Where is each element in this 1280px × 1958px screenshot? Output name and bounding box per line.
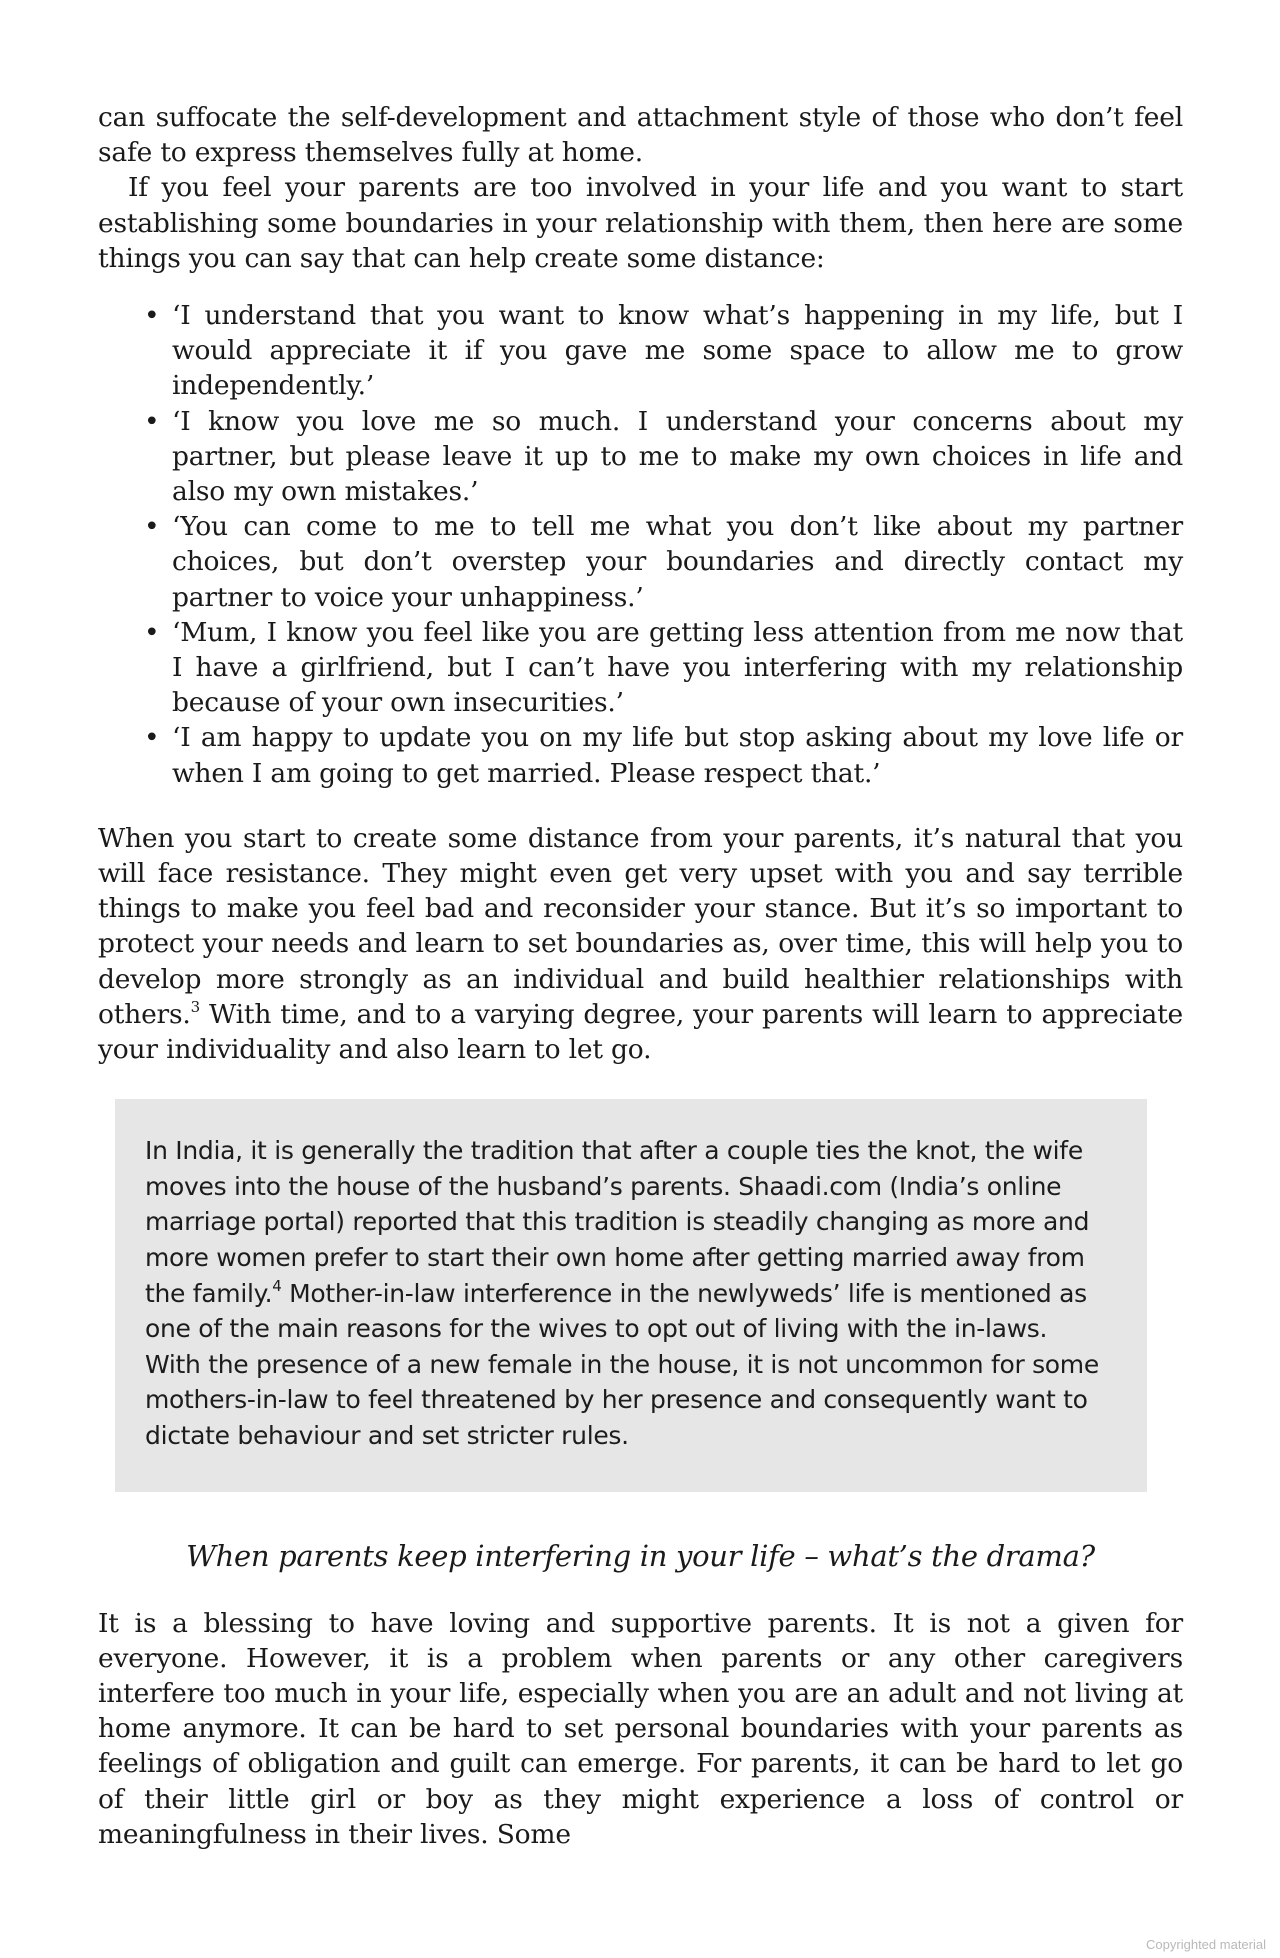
bullet-icon: • <box>144 616 160 648</box>
bullet-icon: • <box>144 300 160 332</box>
footnote-marker-4[interactable]: 4 <box>272 1276 282 1295</box>
paragraph-distance-text-1: When you start to create some distance from your parents, it’s natural that you will face resistance. They might even get very upset with you and say terrible things to make you feel bad and reconsider your stance. But it’s so important to protect your needs and learn to set boundaries as, over time, this will help you to develop more strongly as an individual and build healthier relationships with others. <box>98 822 1183 1030</box>
bullet-icon: • <box>144 511 160 543</box>
callout-text-1: In India, it is generally the tradition that after a couple ties the knot, the wife moves into the house of the husband’s parents. Shaadi.com (India’s online marriage portal) reported that this tradition is steadily changing as more and more women prefer to start their own home after getting married away from the family. <box>145 1136 1090 1308</box>
list-item <box>144 404 1183 510</box>
paragraph-continuation: can suffocate the self-development and attachment style of those who don’t feel safe to express themselves fully at home. <box>98 102 1183 169</box>
copyright-watermark: Copyrighted material <box>1146 1937 1266 1952</box>
list-item-text: ‘I am happy to update you on my life but stop asking about my love life or when I am going to get married. Please respect that.’ <box>172 722 1183 789</box>
paragraph-distance <box>98 821 1183 1067</box>
bullet-icon: • <box>144 405 160 437</box>
list-item <box>144 615 1183 721</box>
list-item-text: ‘I understand that you want to know what’s happening in my life, but I would appreciate it if you gave me some space to allow me to grow independently.’ <box>172 300 1183 402</box>
section-heading: When parents keep interfering in your life – what’s the drama? <box>186 1538 1095 1573</box>
list-item-text: ‘I know you love me so much. I understand your concerns about my partner, but please leave it up to me to make my own choices in life and also my own mistakes.’ <box>172 405 1183 508</box>
list-item <box>144 720 1183 790</box>
list-item-text: ‘You can come to me to tell me what you don’t like about my partner choices, but don’t overstep your boundaries and directly contact my partner to voice your unhappiness.’ <box>172 511 1183 613</box>
india-callout-box <box>115 1099 1147 1491</box>
paragraph-distance-text-2: With time, and to a varying degree, your parents will learn to appreciate your individuality and also learn to let go. <box>98 998 1183 1066</box>
list-item-text: ‘Mum, I know you feel like you are getting less attention from me now that I have a girlfriend, but I can’t have you interfering with my relationship because of your own insecurities.’ <box>172 616 1183 719</box>
page-content <box>98 100 1183 1852</box>
footnote-marker-3[interactable]: 3 <box>190 997 200 1016</box>
paragraph-blessing: It is a blessing to have loving and supportive parents. It is not a given for everyone. However, it is a problem when parents or any other caregivers interfere too much in your life, especially when you are an adult and not living at home anymore. It can be hard to set personal boundaries with your parents as feelings of obligation and guilt can emerge. For parents, it can be hard to let go of their little girl or boy as they might experience a loss of control or meaningfulness in their lives. Some <box>98 1607 1183 1850</box>
callout-text <box>145 1133 1107 1453</box>
boundary-phrases-list <box>98 298 1183 791</box>
list-item <box>144 509 1183 615</box>
bullet-icon: • <box>144 722 160 754</box>
callout-text-2: Mother-in-law interference in the newlyweds’ life is mentioned as one of the main reasons for the wives to opt out of living with the in-laws. With the presence of a new female in the house, it is not uncommon for some mothers-in-law to feel threatened by her presence and consequently want to dictate behaviour and set stricter rules. <box>145 1278 1099 1451</box>
list-item <box>144 298 1183 404</box>
paragraph-boundaries-intro: If you feel your parents are too involved in your life and you want to start establishing some boundaries in your relationship with them, then here are some things you can say that can help create some distance: <box>98 172 1183 274</box>
